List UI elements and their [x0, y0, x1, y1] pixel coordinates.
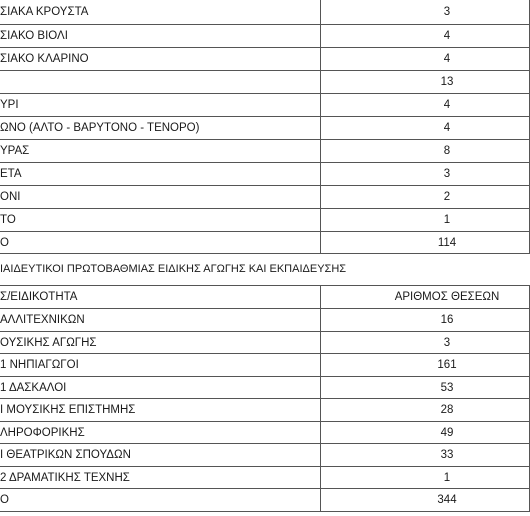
total-count-cell: 114 [437, 237, 457, 249]
total-count-cell: 344 [437, 494, 457, 506]
table-header-row [0, 286, 530, 308]
table-row [0, 140, 530, 162]
table-row [0, 186, 530, 208]
count-cell: 2 [443, 191, 451, 203]
count-cell: 3 [443, 337, 451, 349]
table-row [0, 399, 530, 421]
specialty-cell [0, 71, 318, 93]
table-caption: ΙΑΙΔΕΥΤΙΚΟΙ ΠΡΩΤΟΒΑΘΜΙΑΣ ΕΙΔΙΚΗΣ ΑΓΩΓΗΣ ΚΑΙ ΕΚΠΑΙΔΕΥΣΗΣ [0, 263, 347, 275]
specialty-cell: ΑΛΛΙΤΕΧΝΙΚΩΝ [0, 314, 85, 326]
table-bottom-border [0, 253, 530, 254]
table-row [0, 209, 530, 231]
table-row [0, 94, 530, 116]
count-cell: 4 [443, 53, 451, 65]
specialty-cell: 1 ΔΑΣΚΑΛΟΙ [0, 382, 67, 394]
count-cell: 4 [443, 99, 451, 111]
column-header-specialty: Σ/ΕΙΔΙΚΟΤΗΤΑ [0, 291, 78, 303]
count-cell: 3 [443, 6, 451, 18]
table-row [0, 309, 530, 331]
specialty-cell: ΟΝΙ [0, 191, 21, 203]
specialty-cell: ΤΟ [0, 214, 16, 226]
specialty-cell: ΥΡΑΣ [0, 145, 30, 157]
specialty-cell: ΟΥΣΙΚΗΣ ΑΓΩΓΗΣ [0, 337, 97, 349]
count-cell: 161 [437, 359, 457, 371]
table-bottom-border [0, 511, 530, 512]
count-cell: 8 [443, 145, 451, 157]
table-row [0, 163, 530, 185]
table-total-row [0, 232, 530, 254]
table-row [0, 444, 530, 466]
specialty-cell: Ι ΘΕΑΤΡΙΚΩΝ ΣΠΟΥΔΩΝ [0, 449, 131, 461]
table-row [0, 1, 530, 23]
count-cell: 1 [443, 472, 451, 484]
count-cell: 16 [440, 314, 454, 326]
table-row [0, 377, 530, 399]
column-header-positions: ΑΡΙΘΜΟΣ ΘΕΣΕΩΝ [394, 291, 500, 303]
specialty-cell: ΣΙΑΚΑ ΚΡΟΥΣΤΑ [0, 6, 89, 18]
specialty-cell: ΣΙΑΚΟ ΒΙΟΛΙ [0, 30, 68, 42]
specialty-cell: ΥΡΙ [0, 99, 19, 111]
count-cell: 53 [440, 382, 454, 394]
table-total-row [0, 489, 530, 511]
specialty-cell: 1 ΝΗΠΙΑΓΩΓΟΙ [0, 359, 79, 371]
table-row [0, 354, 530, 376]
table-row [0, 467, 530, 489]
total-label-cell: Ο [0, 494, 9, 506]
count-cell: 49 [440, 427, 454, 439]
count-cell: 4 [443, 30, 451, 42]
table-row [0, 332, 530, 354]
table-row [0, 48, 530, 70]
table-row [0, 422, 530, 444]
table-row [0, 71, 530, 93]
count-cell: 33 [440, 449, 454, 461]
specialty-cell: ΛΗΡΟΦΟΡΙΚΗΣ [0, 427, 85, 439]
count-cell: 1 [443, 214, 451, 226]
count-cell: 4 [443, 122, 451, 134]
specialty-cell: 2 ΔΡΑΜΑΤΙΚΗΣ ΤΕΧΝΗΣ [0, 472, 130, 484]
count-cell: 3 [443, 168, 451, 180]
specialty-cell: ΕΤΑ [0, 168, 22, 180]
total-label-cell: Ο [0, 237, 9, 249]
specialty-cell: ΩΝΟ (ΑΛΤΟ - ΒΑΡΥΤΟΝΟ - ΤΕΝΟΡΟ) [0, 122, 200, 134]
table-row [0, 117, 530, 139]
count-cell: 13 [440, 76, 454, 88]
specialty-cell: Ι ΜΟΥΣΙΚΗΣ ΕΠΙΣΤΗΜΗΣ [0, 404, 136, 416]
count-cell: 28 [440, 404, 454, 416]
table-row [0, 25, 530, 47]
specialty-cell: ΣΙΑΚΟ ΚΛΑΡΙΝΟ [0, 53, 89, 65]
